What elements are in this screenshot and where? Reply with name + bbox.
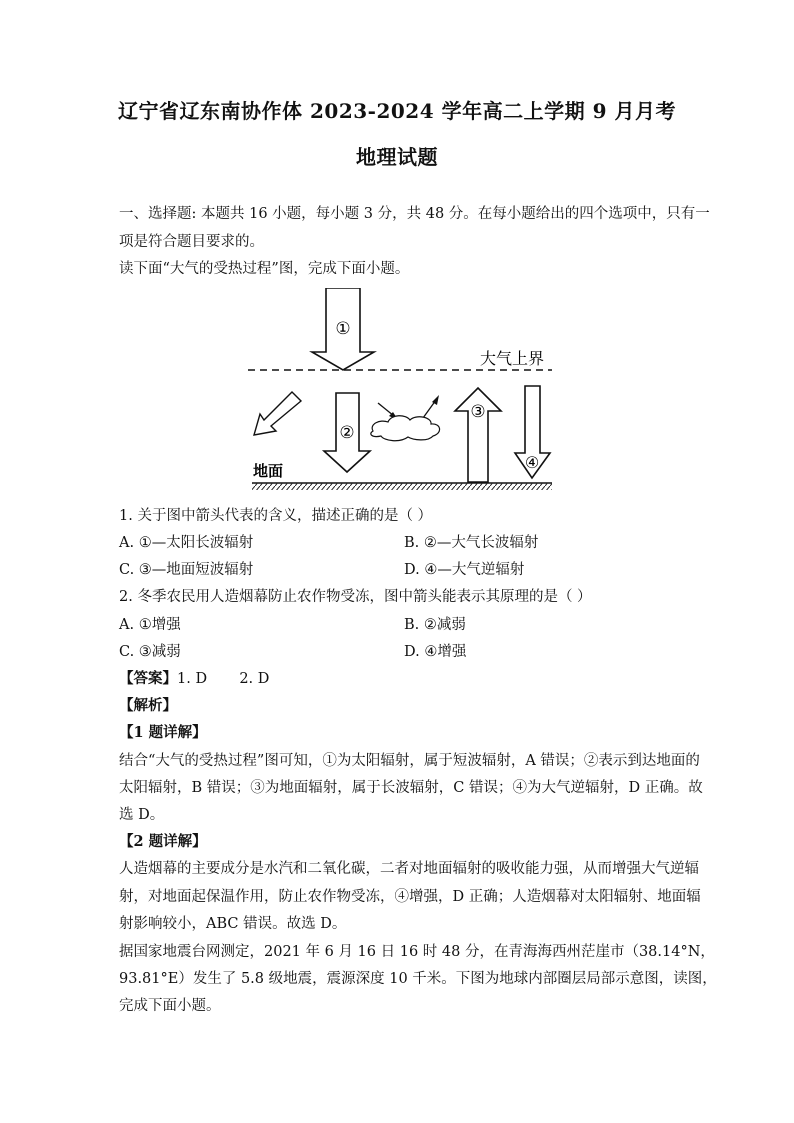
q2-detail-line3: 射影响较小，ABC 错误。故选 D。 (119, 916, 347, 932)
subject-title: 地理试题 (356, 145, 438, 169)
q1-detail-line1: 结合“大气的受热过程”图可知，①为太阳辐射，属于短波辐射，A 错误；②表示到达地面的 (119, 753, 700, 769)
question-2-option-a[interactable]: A. ①增强 (119, 617, 181, 633)
q2-detail-line1: 人造烟幕的主要成分是水汽和二氧化碳，二者对地面辐射的吸收能力强，从而增强大气逆辐 (119, 861, 699, 877)
answer-label: 【答案】 (119, 670, 177, 687)
q1-detail-label: 【1 题详解】 (119, 724, 207, 741)
atmosphere-heating-diagram (240, 288, 560, 494)
passage-line1: 据国家地震台网测定，2021 年 6 月 16 日 16 时 48 分，在青海海西州茫崖市（38.14°N， (119, 944, 715, 960)
passage-line2: 93.81°E）发生了 5.8 级地震，震源深度 10 千米。下图为地球内部圈层局部示意图，读图， (119, 971, 717, 987)
answer-line (119, 667, 269, 688)
cloud-absorption-arrows (378, 395, 439, 420)
cloud-icon (371, 416, 440, 441)
answer-text: 1. D 2. D (177, 671, 270, 687)
arrow-2-label: ② (339, 423, 355, 443)
ground-hatching (252, 483, 552, 490)
atmosphere-boundary-label: 大气上界 (480, 349, 545, 368)
section-intro-line2: 项是符合题目要求的。 (119, 234, 264, 250)
read-prompt: 读下面“大气的受热过程”图，完成下面小题。 (119, 261, 410, 277)
question-2-option-c[interactable]: C. ③减弱 (119, 644, 181, 660)
q1-detail-line3: 选 D。 (119, 807, 165, 823)
analysis-label: 【解析】 (119, 697, 177, 714)
passage-line3: 完成下面小题。 (119, 998, 221, 1014)
ground-label: 地面 (253, 462, 284, 480)
question-2-option-d[interactable]: D. ④增强 (404, 644, 467, 660)
q1-detail-line2: 太阳辐射，B 错误；③为地面辐射，属于长波辐射，C 错误；④为大气逆辐射，D 正确。故 (119, 780, 703, 796)
arrow-4-label: ④ (524, 453, 540, 472)
question-1-option-a[interactable]: A. ①—太阳长波辐射 (119, 535, 254, 551)
question-2-stem: 2. 冬季农民用人造烟幕防止农作物受冻，图中箭头能表示其原理的是（ ） (119, 589, 592, 605)
question-1-option-d[interactable]: D. ④—大气逆辐射 (404, 562, 525, 578)
question-1-option-c[interactable]: C. ③—地面短波辐射 (119, 562, 254, 578)
question-1-option-b[interactable]: B. ②—大气长波辐射 (404, 535, 539, 551)
reflected-radiation-arrow (254, 392, 301, 435)
question-1-stem: 1. 关于图中箭头代表的含义，描述正确的是（ ） (119, 508, 433, 524)
question-2-option-b[interactable]: B. ②减弱 (404, 617, 466, 633)
arrow-3-label: ③ (470, 402, 486, 422)
q2-detail-line2: 射，对地面起保温作用，防止农作物受冻，④增强，D 正确；人造烟幕对太阳辐射、地面辐 (119, 889, 701, 905)
q2-detail-label: 【2 题详解】 (119, 833, 207, 850)
arrow-1-label: ① (335, 319, 351, 339)
section-intro-line1: 一、选择题: 本题共 16 小题，每小题 3 分，共 48 分。在每小题给出的四个选项中，只有一 (119, 206, 710, 222)
exam-title: 辽宁省辽东南协作体 2023-2024 学年高二上学期 9 月月考 (118, 99, 676, 123)
